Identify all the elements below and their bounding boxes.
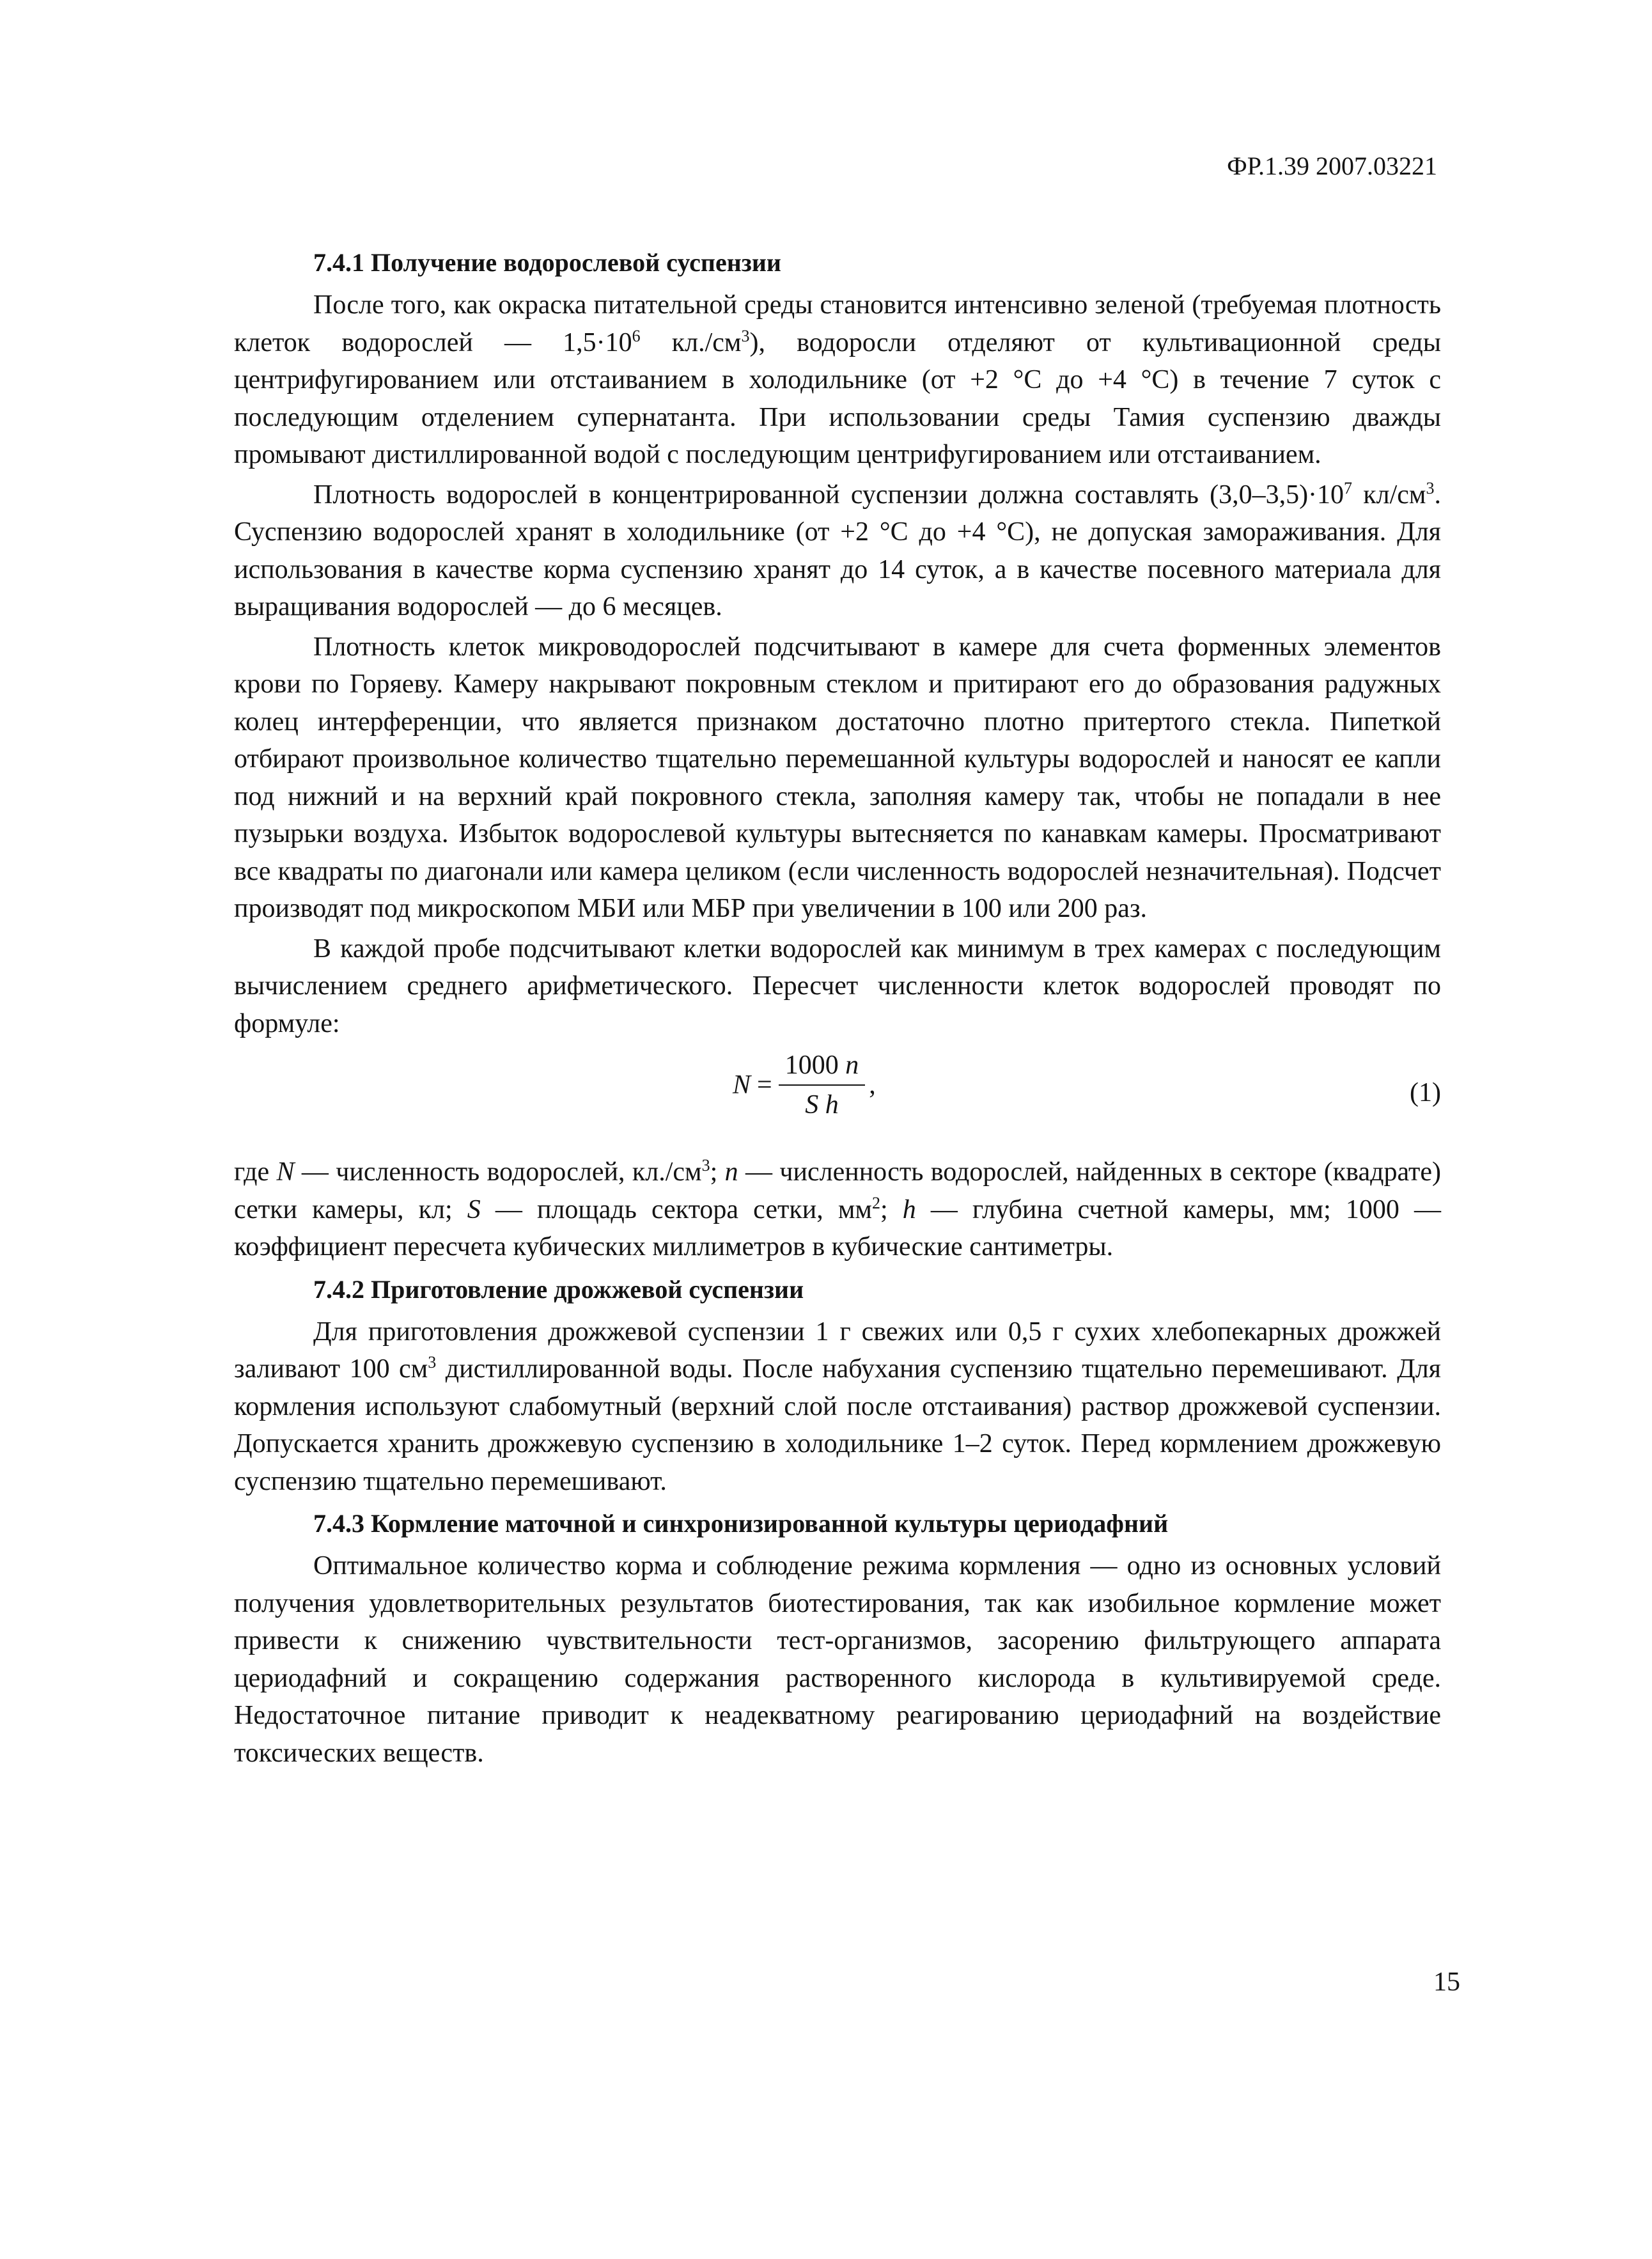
formula-denominator: S h bbox=[805, 1090, 839, 1120]
document-body bbox=[234, 246, 1441, 1774]
formula-lhs: N bbox=[733, 1070, 751, 1100]
section-title-7-4-3: 7.4.3 Кормление маточной и синхронизированной культуры цериодафний bbox=[313, 1509, 1169, 1538]
paragraph: Оптимальное количество корма и соблюдение режима кормления — одно из основных условий получения удовлетворительных результатов биотестирования, так как изобильное кормление может привести к снижению чувствительности тест-организмов, засорению фильтрующего аппарата цериодафний и сокращению содержания растворенного кислорода в культивируемой среде. Недостаточное питание приводит к неадекватному реагированию цериодафний на воздействие токсических веществ. bbox=[234, 1551, 1441, 1768]
paragraph: Для приготовления дрожжевой суспензии 1 г свежих или 0,5 г сухих хлебопекарных дрожжей заливают 100 $см^3$ дистиллированной воды. После набухания суспензию тщательно перемешивают. Для кормления используют слабомутный (верхний слой после отстаивания) раствор дрожжевой суспензии. Допускается хранить дрожжевую суспензию в холодильнике 1–2 суток. Перед кормлением дрожжевую суспензию тщательно перемешивают. bbox=[234, 1317, 1441, 1496]
formula bbox=[733, 1049, 876, 1122]
section-title-7-4-1: 7.4.1 Получение водорослевой суспензии bbox=[313, 248, 781, 277]
page-number: 15 bbox=[1433, 1967, 1460, 1997]
paragraph: В каждой пробе подсчитывают клетки водорослей как минимум в трех камерах с последующим вычислением среднего арифметического. Пересчет численности клеток водорослей проводят по формуле: bbox=[234, 934, 1441, 1038]
formula-legend: где N — численность водорослей, $кл./см^3$; n — численность водорослей, найденных в секторе (квадрате) сетки камеры, кл; S — площадь сектора сетки, $мм^2$; h — глубина счетной камеры, мм; 1000 — коэффициент пересчета кубических миллиметров в кубические сантиметры. bbox=[234, 1156, 1442, 1262]
formula-fraction bbox=[779, 1049, 866, 1122]
paragraph: Плотность клеток микроводорослей подсчитывают в камере для счета форменных элементов крови по Горяеву. Камеру накрывают покровным стеклом и притирают его до образования радужных колец интерференции, что является признаком достаточно плотно притертого стекла. Пипеткой отбирают произвольное количество тщательно перемешанной культуры водорослей и наносят ее капли под нижний и на верхний край покровного стекла, заполняя камеру так, чтобы не попадали в нее пузырьки воздуха. Избыток водорослевой культуры вытесняется по канавкам камеры. Просматривают все квадраты по диагонали или камера целиком (если численность водорослей незначительная). Подсчет производят под микроскопом МБИ или МБР при увеличении в 100 или 200 раз. bbox=[234, 632, 1441, 923]
formula-comma: , bbox=[869, 1070, 876, 1100]
formula-number: (1) bbox=[1410, 1078, 1441, 1107]
formula-equals: = bbox=[757, 1070, 772, 1100]
document-code: ФР.1.39 2007.03221 bbox=[1227, 152, 1437, 180]
formula-block bbox=[234, 1046, 1441, 1148]
formula-numerator: 1000 n bbox=[779, 1049, 866, 1086]
section-title-7-4-2: 7.4.2 Приготовление дрожжевой суспензии bbox=[313, 1274, 804, 1304]
paragraph: После того, как окраска питательной среды становится интенсивно зеленой (требуемая плотность клеток водорослей — $1,5\cdot 10^6$ $кл./см^3$), водоросли отделяют от культивационной среды центрифугированием или отстаиванием в холодильнике (от +2 °С до +4 °С) в течение 7 суток с последующим отделением супернатанта. При использовании среды Тамия суспензию дважды промывают дистиллированной водой с последующим центрифугированием или отстаиванием. bbox=[234, 290, 1441, 469]
paragraph: Плотность водорослей в концентрированной суспензии должна составлять $(3,0-3,5)\cdot 10^7$ $кл/см^3$. Суспензию водорослей хранят в холодильнике (от +2 °С до +4 °С), не допуская замораживания. Для использования в качестве корма суспензию хранят до 14 суток, а в качестве посевного материала для выращивания водорослей — до 6 месяцев. bbox=[234, 478, 1441, 621]
